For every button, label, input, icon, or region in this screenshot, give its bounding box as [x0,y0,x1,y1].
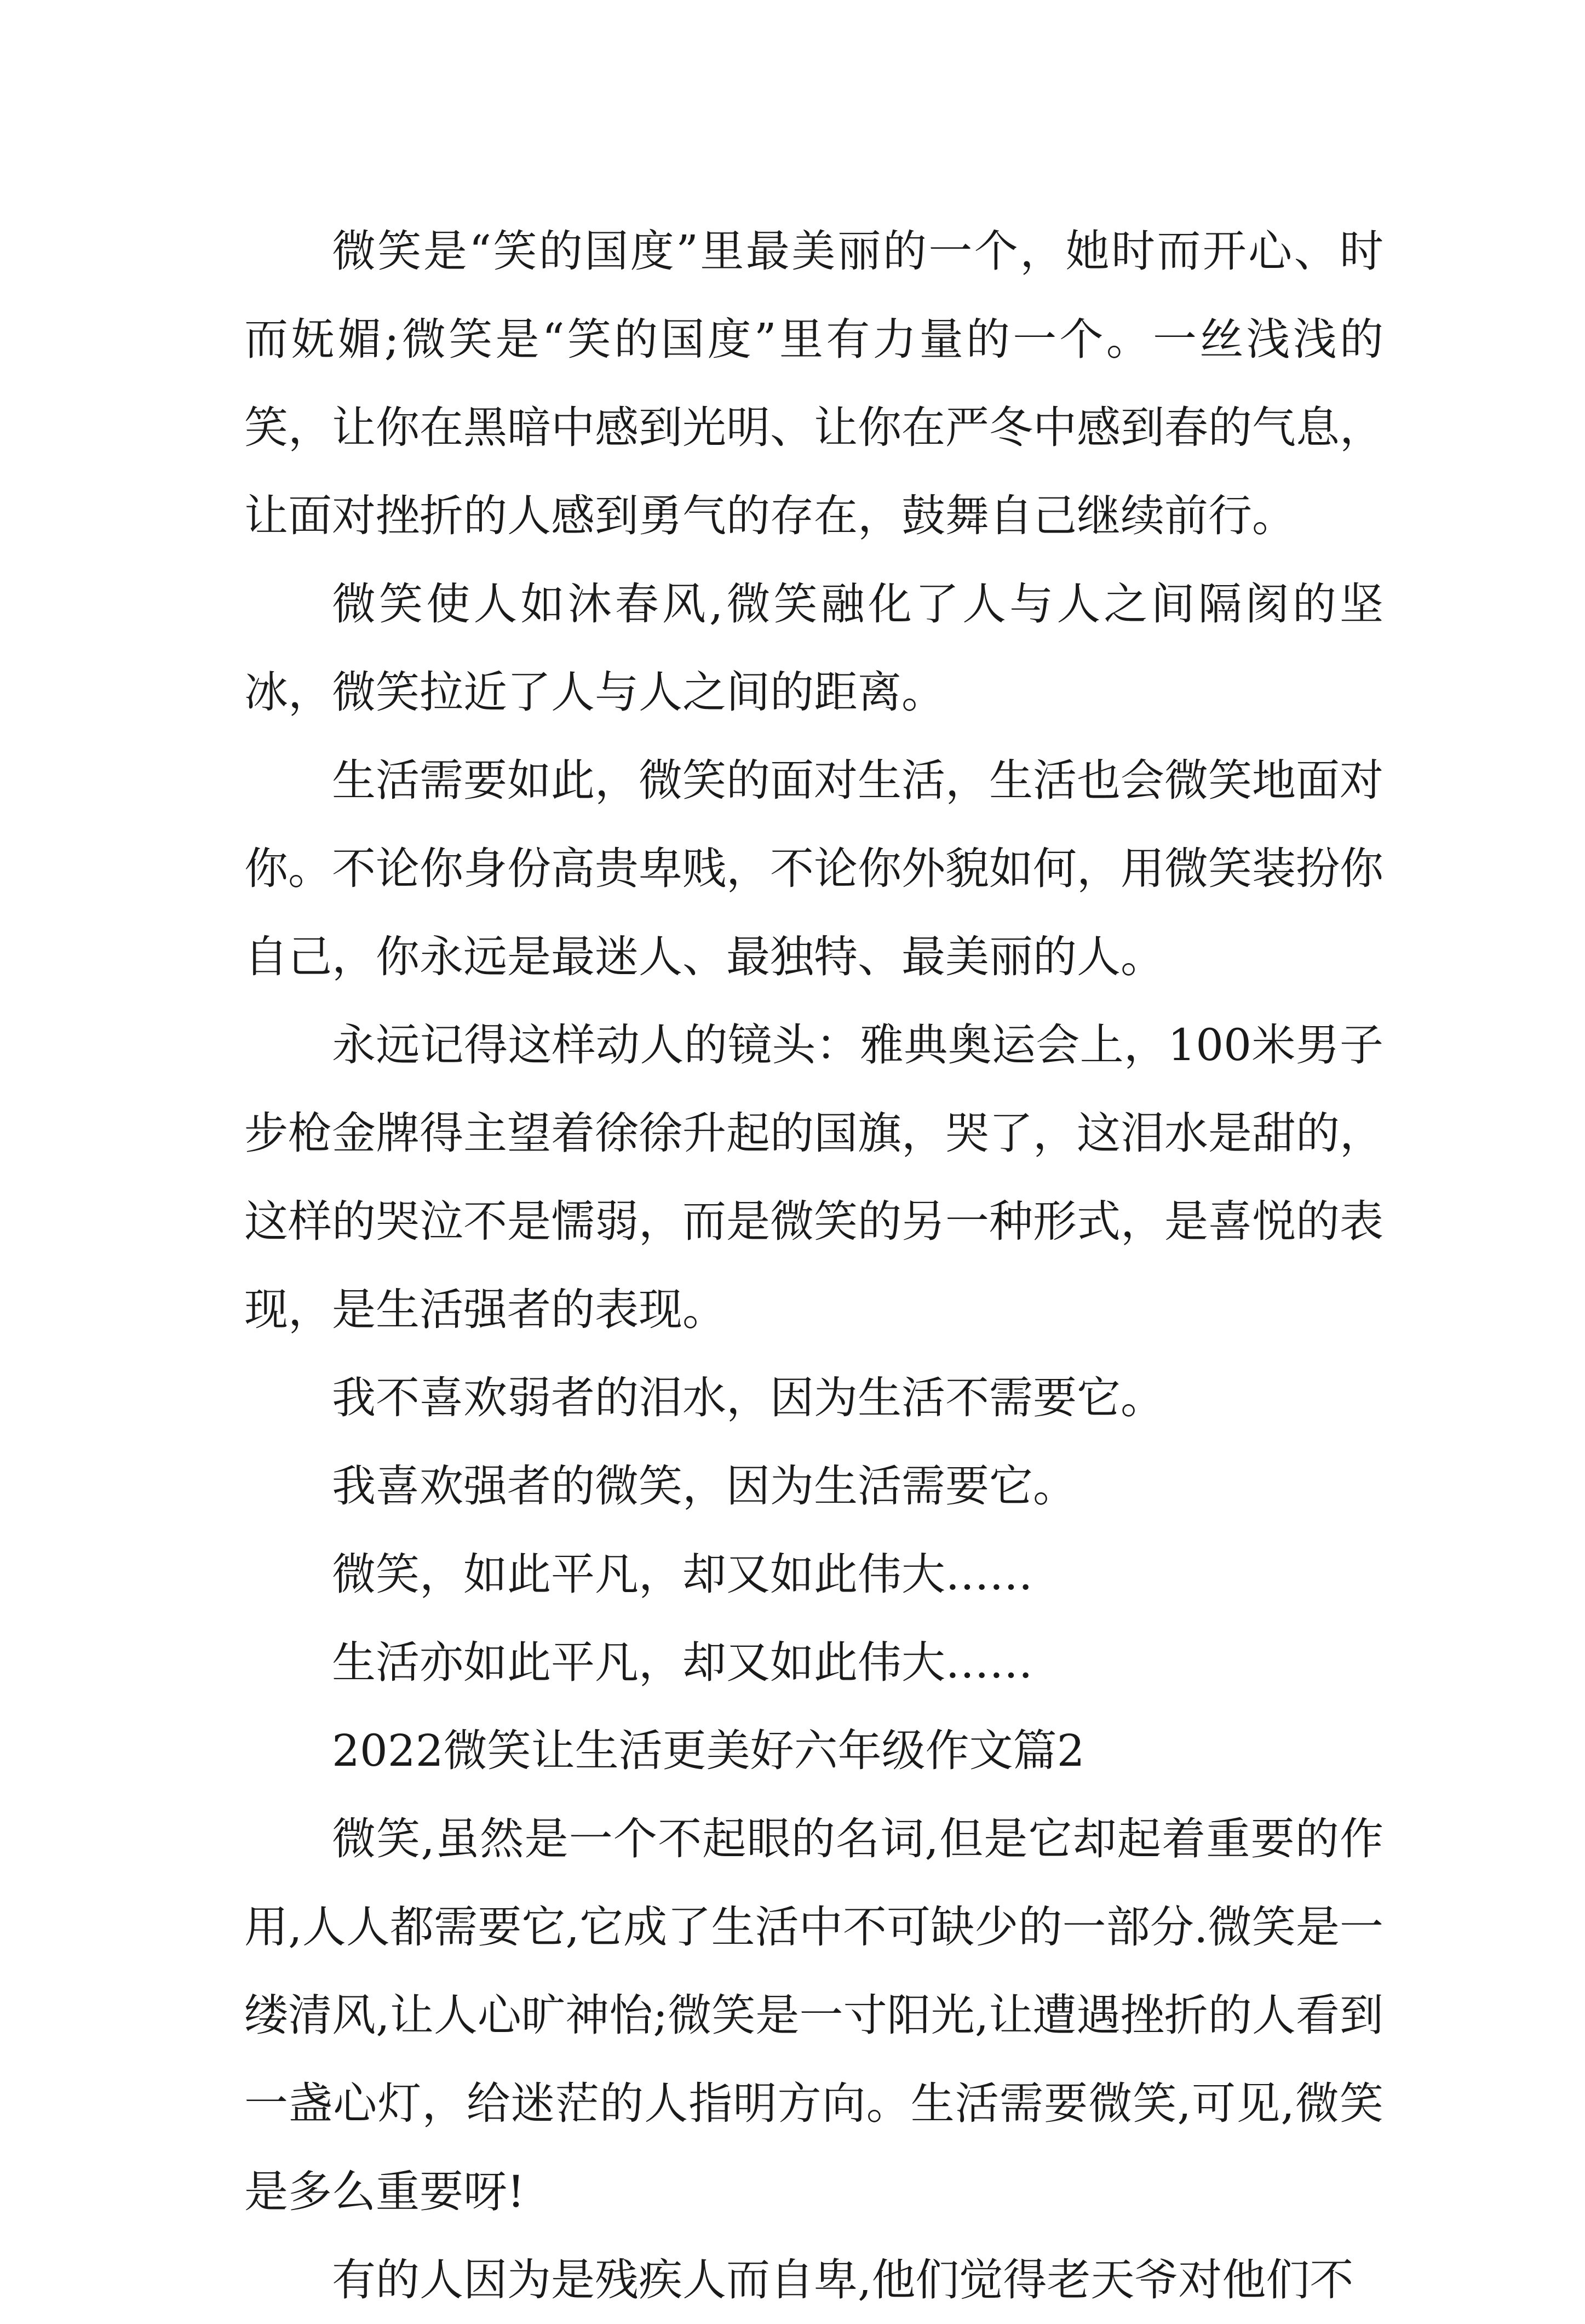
paragraph-3: 生活需要如此，微笑的面对生活，生活也会微笑地面对你。不论你身份高贵卑贱，不论你外貌如何，用微笑装扮你自己，你永远是最迷人、最独特、最美丽的人。 [244,755,1383,982]
paragraph-5: 我不喜欢弱者的泪水，因为生活不需要它。 [332,1372,1164,1423]
paragraph-1: 微笑是“笑的国度”里最美丽的一个，她时而开心、时而妩媚;微笑是“笑的国度”里有力量的一个。一丝浅浅的笑，让你在黑暗中感到光明、让你在严冬中感到春的气息，让面对挫折的人感到勇气的存在，鼓舞自己继续前行。 [244,226,1383,541]
paragraph-7: 微笑，如此平凡，却又如此伟大…… [332,1549,1033,1600]
paragraph-9: 微笑,虽然是一个不起眼的名词,但是它却起着重要的作用,人人都需要它,它成了生活中不可缺少的一部分.微笑是一缕清风,让人心旷神怡;微笑是一寸阳光,让遭遇挫折的人看到一盏心灯，给迷茫的人指明方向。生活需要微笑,可见,微笑是多么重要呀! [244,1813,1383,2217]
paragraph-6: 我喜欢强者的微笑，因为生活需要它。 [332,1461,1077,1512]
paragraph-4: 永远记得这样动人的镜头：雅典奥运会上，100米男子步枪金牌得主望着徐徐升起的国旗，哭了，这泪水是甜的，这样的哭泣不是懦弱，而是微笑的另一种形式，是喜悦的表现，是生活强者的表现。 [244,1020,1383,1335]
section-heading: 2022微笑让生活更美好六年级作文篇2 [332,1725,1085,1776]
paragraph-2: 微笑使人如沐春风,微笑融化了人与人之间隔阂的坚冰，微笑拉近了人与人之间的距离。 [244,579,1383,718]
paragraph-8: 生活亦如此平凡，却又如此伟大…… [332,1637,1033,1688]
paragraph-10: 有的人因为是残疾人而自卑,他们觉得老天爷对他们不 [332,2254,1354,2305]
document-body [244,207,1383,2324]
